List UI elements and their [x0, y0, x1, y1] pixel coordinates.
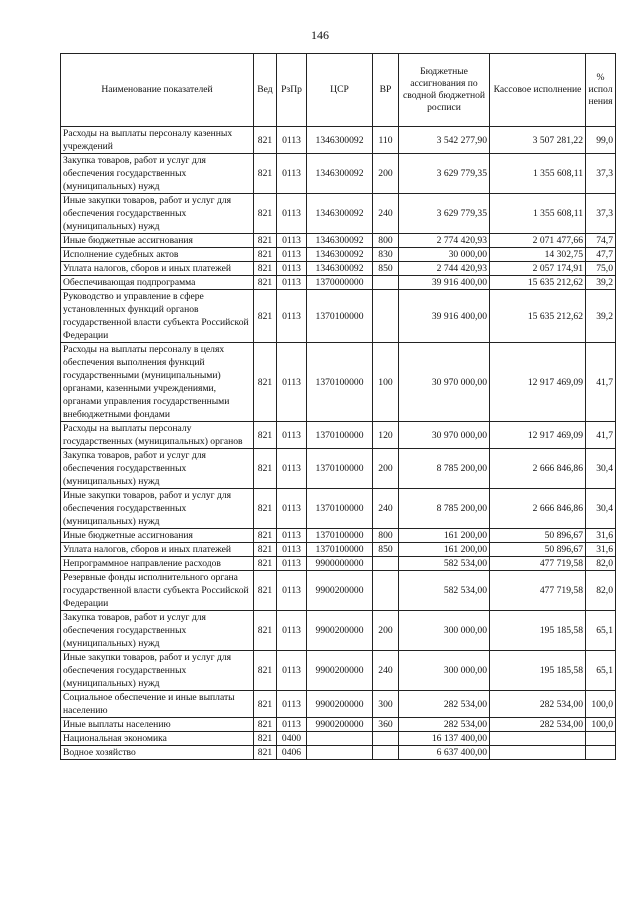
- row-name: Расходы на выплаты персоналу в целях обеспечения выполнения функций государственными (муниципальными) органами, казенными учреждениями, органами управления государственными внебюджетными фондами: [61, 343, 254, 422]
- row-pct: 99,0: [586, 127, 616, 154]
- row-vr: 200: [373, 154, 399, 194]
- row-rzpr: 0113: [277, 557, 307, 571]
- row-pct: 39,2: [586, 276, 616, 290]
- row-name: Непрограммное направление расходов: [61, 557, 254, 571]
- row-pct: 65,1: [586, 651, 616, 691]
- row-rzpr: 0113: [277, 154, 307, 194]
- row-vr: [373, 290, 399, 343]
- row-name: Исполнение судебных актов: [61, 248, 254, 262]
- row-rzpr: 0406: [277, 746, 307, 760]
- row-budget: 16 137 400,00: [399, 732, 490, 746]
- row-pct: [586, 746, 616, 760]
- row-ved: 821: [254, 557, 277, 571]
- row-name: Национальная экономика: [61, 732, 254, 746]
- row-cash: [490, 746, 586, 760]
- header-budget: Бюджетные ассигнования по сводной бюджетной росписи: [399, 54, 490, 127]
- row-ved: 821: [254, 718, 277, 732]
- row-budget: 30 970 000,00: [399, 343, 490, 422]
- row-ved: 821: [254, 571, 277, 611]
- row-rzpr: 0113: [277, 248, 307, 262]
- row-cash: 12 917 469,09: [490, 343, 586, 422]
- table-row: [61, 422, 616, 449]
- row-pct: 100,0: [586, 718, 616, 732]
- row-vr: [373, 732, 399, 746]
- header-csr: ЦСР: [307, 54, 373, 127]
- row-budget: 30 970 000,00: [399, 422, 490, 449]
- row-csr: 9900200000: [307, 718, 373, 732]
- row-vr: 200: [373, 611, 399, 651]
- row-ved: 821: [254, 194, 277, 234]
- row-vr: 110: [373, 127, 399, 154]
- row-csr: 1370100000: [307, 543, 373, 557]
- row-rzpr: 0113: [277, 290, 307, 343]
- row-name: Иные закупки товаров, работ и услуг для обеспечения государственных (муниципальных) нужд: [61, 194, 254, 234]
- row-rzpr: 0113: [277, 651, 307, 691]
- row-budget: 300 000,00: [399, 651, 490, 691]
- table-row: [61, 732, 616, 746]
- row-vr: 360: [373, 718, 399, 732]
- row-pct: 74,7: [586, 234, 616, 248]
- row-rzpr: 0113: [277, 422, 307, 449]
- row-vr: [373, 557, 399, 571]
- row-pct: 37,3: [586, 194, 616, 234]
- row-rzpr: 0113: [277, 718, 307, 732]
- row-rzpr: 0113: [277, 489, 307, 529]
- table-row: [61, 571, 616, 611]
- row-cash: 1 355 608,11: [490, 194, 586, 234]
- table-row: [61, 194, 616, 234]
- row-pct: 82,0: [586, 571, 616, 611]
- row-vr: 830: [373, 248, 399, 262]
- row-csr: 1346300092: [307, 127, 373, 154]
- table-row: [61, 248, 616, 262]
- row-ved: 821: [254, 248, 277, 262]
- row-ved: 821: [254, 154, 277, 194]
- row-rzpr: 0113: [277, 571, 307, 611]
- row-csr: 9900200000: [307, 691, 373, 718]
- row-budget: 282 534,00: [399, 691, 490, 718]
- row-pct: 75,0: [586, 262, 616, 276]
- row-pct: 65,1: [586, 611, 616, 651]
- table-row: [61, 234, 616, 248]
- row-pct: 41,7: [586, 422, 616, 449]
- row-csr: 1346300092: [307, 154, 373, 194]
- row-pct: 100,0: [586, 691, 616, 718]
- row-csr: 1346300092: [307, 194, 373, 234]
- row-csr: 1370100000: [307, 449, 373, 489]
- table-row: [61, 691, 616, 718]
- row-name: Уплата налогов, сборов и иных платежей: [61, 262, 254, 276]
- row-cash: 15 635 212,62: [490, 290, 586, 343]
- table-row: [61, 262, 616, 276]
- table-row: [61, 611, 616, 651]
- row-rzpr: 0400: [277, 732, 307, 746]
- table-row: [61, 746, 616, 760]
- row-cash: 50 896,67: [490, 529, 586, 543]
- row-pct: 30,4: [586, 449, 616, 489]
- row-rzpr: 0113: [277, 262, 307, 276]
- row-csr: 1346300092: [307, 248, 373, 262]
- row-name: Социальное обеспечение и иные выплаты населению: [61, 691, 254, 718]
- row-budget: 161 200,00: [399, 529, 490, 543]
- row-budget: 39 916 400,00: [399, 276, 490, 290]
- header-pct: % испол нения: [586, 54, 616, 127]
- row-name: Руководство и управление в сфере установленных функций органов государственной власти субъекта Российской Федерации: [61, 290, 254, 343]
- row-ved: 821: [254, 127, 277, 154]
- header-ved: Вед: [254, 54, 277, 127]
- row-cash: 2 666 846,86: [490, 449, 586, 489]
- row-ved: 821: [254, 529, 277, 543]
- table-row: [61, 651, 616, 691]
- row-cash: 2 666 846,86: [490, 489, 586, 529]
- row-cash: 2 057 174,91: [490, 262, 586, 276]
- row-name: Иные закупки товаров, работ и услуг для обеспечения государственных (муниципальных) нужд: [61, 651, 254, 691]
- row-csr: 1370100000: [307, 343, 373, 422]
- row-budget: 3 629 779,35: [399, 194, 490, 234]
- row-cash: 195 185,58: [490, 651, 586, 691]
- row-csr: 1370100000: [307, 422, 373, 449]
- row-rzpr: 0113: [277, 127, 307, 154]
- row-rzpr: 0113: [277, 611, 307, 651]
- header-name: Наименование показателей: [61, 54, 254, 127]
- row-ved: 821: [254, 611, 277, 651]
- row-ved: 821: [254, 343, 277, 422]
- table-row: [61, 543, 616, 557]
- row-cash: 2 071 477,66: [490, 234, 586, 248]
- row-name: Иные бюджетные ассигнования: [61, 234, 254, 248]
- row-name: Иные закупки товаров, работ и услуг для обеспечения государственных (муниципальных) нужд: [61, 489, 254, 529]
- row-budget: 3 629 779,35: [399, 154, 490, 194]
- row-ved: 821: [254, 651, 277, 691]
- row-ved: 821: [254, 732, 277, 746]
- row-budget: 582 534,00: [399, 571, 490, 611]
- row-cash: [490, 732, 586, 746]
- header-cash: Кассовое исполнение: [490, 54, 586, 127]
- row-vr: 100: [373, 343, 399, 422]
- row-pct: 31,6: [586, 529, 616, 543]
- table-row: [61, 489, 616, 529]
- row-name: Водное хозяйство: [61, 746, 254, 760]
- table-row: [61, 154, 616, 194]
- row-csr: 9900200000: [307, 571, 373, 611]
- row-budget: 6 637 400,00: [399, 746, 490, 760]
- table-row: [61, 557, 616, 571]
- row-pct: 82,0: [586, 557, 616, 571]
- row-cash: 14 302,75: [490, 248, 586, 262]
- row-name: Резервные фонды исполнительного органа государственной власти субъекта Российской Федерации: [61, 571, 254, 611]
- row-budget: 30 000,00: [399, 248, 490, 262]
- header-vr: ВР: [373, 54, 399, 127]
- page-number: 146: [311, 28, 329, 42]
- row-csr: 1370100000: [307, 529, 373, 543]
- table-row: [61, 449, 616, 489]
- row-name: Уплата налогов, сборов и иных платежей: [61, 543, 254, 557]
- row-pct: 47,7: [586, 248, 616, 262]
- table-header-row: [61, 54, 616, 127]
- header-rzpr: РзПр: [277, 54, 307, 127]
- row-budget: 8 785 200,00: [399, 449, 490, 489]
- row-budget: 582 534,00: [399, 557, 490, 571]
- row-name: Обеспечивающая подпрограмма: [61, 276, 254, 290]
- budget-execution-table: [60, 53, 616, 760]
- row-csr: 9900200000: [307, 651, 373, 691]
- table-row: [61, 718, 616, 732]
- row-ved: 821: [254, 746, 277, 760]
- row-csr: 1346300092: [307, 262, 373, 276]
- row-cash: 282 534,00: [490, 691, 586, 718]
- row-vr: [373, 276, 399, 290]
- row-rzpr: 0113: [277, 543, 307, 557]
- row-csr: 1370100000: [307, 290, 373, 343]
- row-ved: 821: [254, 262, 277, 276]
- row-cash: 195 185,58: [490, 611, 586, 651]
- row-rzpr: 0113: [277, 194, 307, 234]
- row-cash: 3 507 281,22: [490, 127, 586, 154]
- row-vr: [373, 571, 399, 611]
- row-rzpr: 0113: [277, 529, 307, 543]
- row-pct: 31,6: [586, 543, 616, 557]
- row-vr: 850: [373, 543, 399, 557]
- row-csr: 1346300092: [307, 234, 373, 248]
- row-budget: 2 774 420,93: [399, 234, 490, 248]
- row-name: Иные бюджетные ассигнования: [61, 529, 254, 543]
- row-rzpr: 0113: [277, 343, 307, 422]
- row-name: Закупка товаров, работ и услуг для обеспечения государственных (муниципальных) нужд: [61, 611, 254, 651]
- row-cash: 12 917 469,09: [490, 422, 586, 449]
- row-vr: 800: [373, 234, 399, 248]
- row-name: Закупка товаров, работ и услуг для обеспечения государственных (муниципальных) нужд: [61, 154, 254, 194]
- row-pct: 30,4: [586, 489, 616, 529]
- table-row: [61, 290, 616, 343]
- row-budget: 300 000,00: [399, 611, 490, 651]
- row-budget: 39 916 400,00: [399, 290, 490, 343]
- table-row: [61, 343, 616, 422]
- row-csr: 9900000000: [307, 557, 373, 571]
- row-vr: 240: [373, 651, 399, 691]
- row-name: Расходы на выплаты персоналу казенных учреждений: [61, 127, 254, 154]
- row-cash: 477 719,58: [490, 557, 586, 571]
- row-ved: 821: [254, 234, 277, 248]
- row-ved: 821: [254, 691, 277, 718]
- row-ved: 821: [254, 290, 277, 343]
- table-row: [61, 127, 616, 154]
- row-ved: 821: [254, 543, 277, 557]
- row-budget: 161 200,00: [399, 543, 490, 557]
- row-rzpr: 0113: [277, 449, 307, 489]
- row-pct: 39,2: [586, 290, 616, 343]
- row-rzpr: 0113: [277, 691, 307, 718]
- row-vr: [373, 746, 399, 760]
- row-pct: 41,7: [586, 343, 616, 422]
- row-name: Расходы на выплаты персоналу государственных (муниципальных) органов: [61, 422, 254, 449]
- row-pct: [586, 732, 616, 746]
- row-ved: 821: [254, 449, 277, 489]
- table-row: [61, 529, 616, 543]
- row-csr: 1370000000: [307, 276, 373, 290]
- row-csr: [307, 732, 373, 746]
- row-vr: 850: [373, 262, 399, 276]
- row-ved: 821: [254, 489, 277, 529]
- row-vr: 120: [373, 422, 399, 449]
- row-csr: [307, 746, 373, 760]
- row-vr: 240: [373, 489, 399, 529]
- row-vr: 200: [373, 449, 399, 489]
- row-ved: 821: [254, 422, 277, 449]
- row-cash: 477 719,58: [490, 571, 586, 611]
- row-vr: 800: [373, 529, 399, 543]
- row-budget: 8 785 200,00: [399, 489, 490, 529]
- row-budget: 2 744 420,93: [399, 262, 490, 276]
- row-vr: 240: [373, 194, 399, 234]
- row-cash: 282 534,00: [490, 718, 586, 732]
- row-ved: 821: [254, 276, 277, 290]
- table-row: [61, 276, 616, 290]
- row-cash: 50 896,67: [490, 543, 586, 557]
- row-rzpr: 0113: [277, 276, 307, 290]
- row-budget: 3 542 277,90: [399, 127, 490, 154]
- row-csr: 9900200000: [307, 611, 373, 651]
- row-cash: 15 635 212,62: [490, 276, 586, 290]
- row-csr: 1370100000: [307, 489, 373, 529]
- row-rzpr: 0113: [277, 234, 307, 248]
- row-cash: 1 355 608,11: [490, 154, 586, 194]
- row-pct: 37,3: [586, 154, 616, 194]
- row-vr: 300: [373, 691, 399, 718]
- row-name: Иные выплаты населению: [61, 718, 254, 732]
- row-name: Закупка товаров, работ и услуг для обеспечения государственных (муниципальных) нужд: [61, 449, 254, 489]
- row-budget: 282 534,00: [399, 718, 490, 732]
